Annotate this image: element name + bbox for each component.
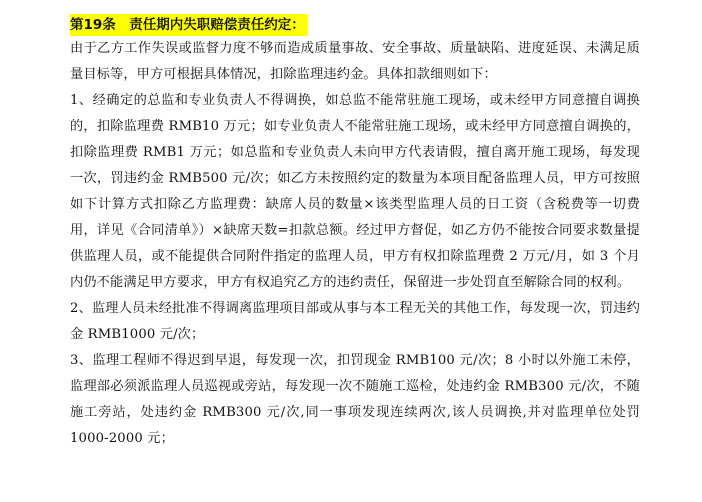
clause-2-paragraph: 2、监理人员未经批准不得调离监理项目部或从事与本工程无关的其他工作，每发现一次，罚违约金 RMB1000 元/次； bbox=[70, 301, 640, 342]
clause-1-paragraph: 1、经确定的总监和专业负责人不得调换，如总监不能常驻施工现场，或未经甲方同意擅自调换的，扣除监理费 RMB10 万元；如专业负责人不能常驻施工现场，或未经甲方同意擅自调换的，扣除监理费 RMB1 万元；如总监和专业负责人未向甲方代表请假，擅自离开施工现场，每发现一次，罚违约金 RMB500 元/次；如乙方未按照约定的数量为本项目配备监理人员，甲方可按照如下计算方式扣除乙方监理费：缺席人员的数量×该类型监理人员的日工资（含税费等一切费用，详见《合同清单》）×缺席天数=扣款总额。经过甲方督促，如乙方仍不能按合同要求数量提供监理人员，或不能提供合同附件指定的监理人员，甲方有权扣除监理费 2 万元/月，如 3 个月内仍不能满足甲方要求，甲方有权追究乙方的违约责任，保留进一步处罚直至解除合同的权利。 bbox=[70, 93, 640, 290]
intro-paragraph: 由于乙方工作失误或监督力度不够而造成质量事故、安全事故、质量缺陷、进度延误、未满足质量目标等，甲方可根据具体情况，扣除监理违约金。具体扣款细则如下： bbox=[70, 41, 640, 82]
article-heading: 第19条 责任期内失职赔偿责任约定： bbox=[70, 14, 307, 36]
clause-3-paragraph: 3、监理工程师不得迟到早退，每发现一次，扣罚现金 RMB100 元/次；8 小时以外施工未停，监理部必须派监理人员巡视或旁站，每发现一次不随施工巡检，处违约金 RMB300 元/次，不随施工旁站，处违约金 RMB300 元/次,同一事项发现连续两次,该人员调换,并对监理单位处罚 1000-2000 元； bbox=[70, 353, 640, 446]
document-page bbox=[70, 14, 640, 452]
